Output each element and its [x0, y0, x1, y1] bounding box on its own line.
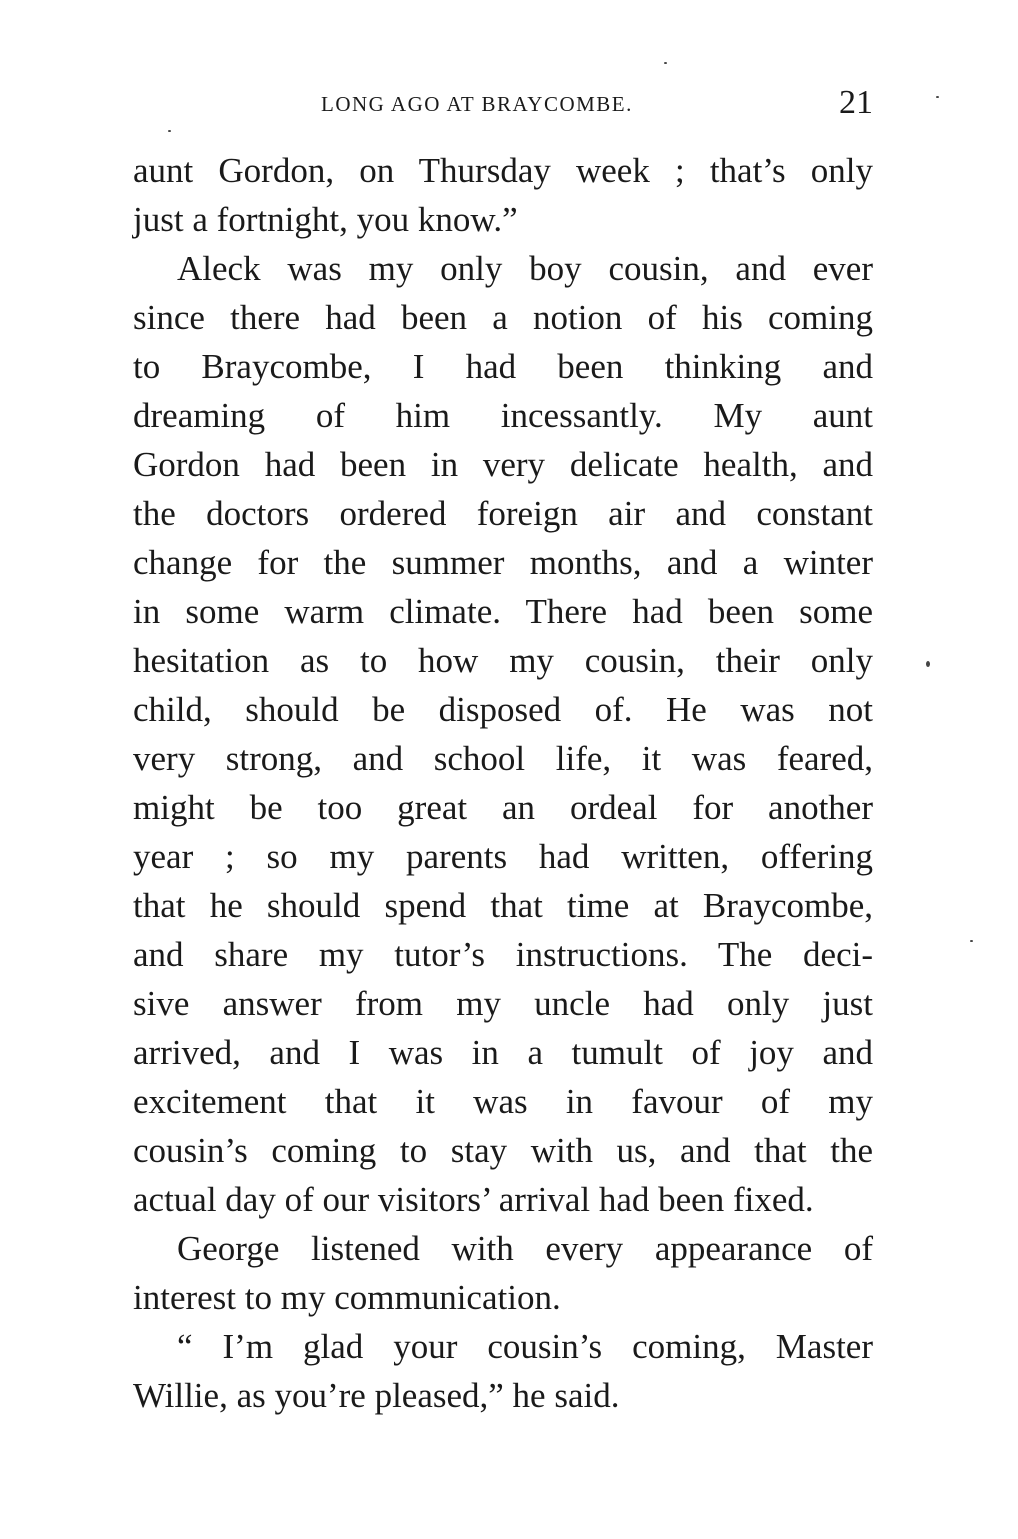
text-line: very strong, and school life, it was feared, — [133, 739, 873, 778]
text-line: sive answer from my uncle had only just — [133, 984, 873, 1023]
text-line: change for the summer months, and a winter — [133, 543, 873, 582]
text-line: might be too great an ordeal for another — [133, 788, 873, 827]
text-line: hesitation as to how my cousin, their only — [133, 641, 873, 680]
text-line: just a fortnight, you know.” — [133, 200, 518, 239]
text-line: Aleck was my only boy cousin, and ever — [177, 249, 873, 288]
scan-speck — [926, 661, 930, 667]
page-number: 21 — [839, 84, 873, 121]
text-line: to Braycombe, I had been thinking and — [133, 347, 873, 386]
text-line: the doctors ordered foreign air and constant — [133, 494, 873, 533]
body-text — [133, 146, 873, 1420]
text-line: aunt Gordon, on Thursday week ; that’s only — [133, 151, 873, 190]
text-line: year ; so my parents had written, offering — [133, 837, 873, 876]
scan-speck — [970, 940, 973, 942]
text-line: Gordon had been in very delicate health, and — [133, 445, 873, 484]
scan-speck — [168, 130, 171, 132]
text-line: arrived, and I was in a tumult of joy and — [133, 1033, 873, 1072]
text-line: Willie, as you’re pleased,” he said. — [133, 1376, 620, 1415]
text-line: actual day of our visitors’ arrival had been fixed. — [133, 1180, 814, 1219]
text-line: dreaming of him incessantly. My aunt — [133, 396, 873, 435]
text-line: “ I’m glad your cousin’s coming, Master — [177, 1327, 873, 1366]
scan-speck — [936, 96, 939, 98]
text-line: excitement that it was in favour of my — [133, 1082, 873, 1121]
paragraph-4 — [133, 1322, 873, 1420]
text-line: child, should be disposed of. He was not — [133, 690, 873, 729]
running-title: LONG AGO AT BRAYCOMBE. — [321, 92, 633, 116]
text-line: cousin’s coming to stay with us, and that the — [133, 1131, 873, 1170]
text-line: interest to my communication. — [133, 1278, 561, 1317]
text-line: since there had been a notion of his coming — [133, 298, 873, 337]
text-line: that he should spend that time at Braycombe, — [133, 886, 873, 925]
text-line: in some warm climate. There had been some — [133, 592, 873, 631]
running-head — [133, 84, 873, 128]
paragraph-1 — [133, 146, 873, 244]
text-line: and share my tutor’s instructions. The deci- — [133, 935, 873, 974]
text-line: George listened with every appearance of — [177, 1229, 873, 1268]
paragraph-3 — [133, 1224, 873, 1322]
paragraph-2 — [133, 244, 873, 1224]
scan-speck — [664, 62, 667, 64]
